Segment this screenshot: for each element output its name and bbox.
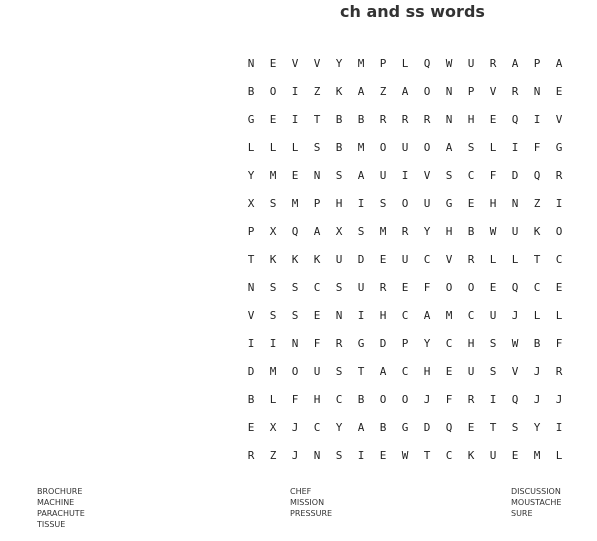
- word-list-item: MISSION: [290, 498, 325, 507]
- grid-letter: F: [423, 280, 431, 294]
- grid-letter: U: [423, 196, 431, 210]
- grid-letter: E: [379, 448, 387, 462]
- grid-letter: A: [379, 364, 387, 378]
- grid-row: [240, 105, 570, 133]
- grid-row: [240, 245, 570, 273]
- grid-letter: E: [247, 420, 255, 434]
- grid-letter: I: [291, 112, 299, 126]
- word-list-item: TISSUE: [37, 520, 66, 529]
- grid-letter: Q: [511, 280, 519, 294]
- grid-letter: S: [313, 140, 321, 154]
- grid-letter: J: [533, 364, 541, 378]
- grid-letter: L: [555, 308, 563, 322]
- grid-letter: I: [511, 140, 519, 154]
- grid-letter: V: [247, 308, 255, 322]
- grid-letter: S: [489, 336, 497, 350]
- grid-letter: H: [313, 392, 321, 406]
- grid-letter: B: [247, 392, 255, 406]
- word-list-item: DISCUSSION: [511, 487, 561, 496]
- grid-letter: Q: [511, 392, 519, 406]
- grid-letter: K: [467, 448, 475, 462]
- word-list-column-3: [511, 486, 561, 519]
- grid-letter: A: [445, 140, 453, 154]
- grid-letter: M: [379, 224, 387, 238]
- grid-letter: U: [313, 364, 321, 378]
- grid-row: [240, 217, 570, 245]
- grid-row: [240, 301, 570, 329]
- grid-letter: K: [291, 252, 299, 266]
- grid-letter: T: [423, 448, 431, 462]
- grid-letter: C: [445, 336, 453, 350]
- grid-letter: U: [401, 252, 409, 266]
- grid-row: [240, 133, 570, 161]
- grid-letter: B: [247, 84, 255, 98]
- grid-letter: H: [335, 196, 343, 210]
- grid-letter: R: [379, 280, 387, 294]
- grid-letter: N: [313, 168, 321, 182]
- grid-letter: L: [489, 252, 497, 266]
- grid-letter: X: [247, 196, 255, 210]
- grid-letter: H: [379, 308, 387, 322]
- grid-letter: I: [357, 308, 365, 322]
- grid-letter: B: [533, 336, 541, 350]
- grid-letter: R: [423, 112, 431, 126]
- grid-letter: B: [335, 112, 343, 126]
- grid-letter: Q: [423, 56, 431, 70]
- grid-letter: M: [357, 56, 365, 70]
- grid-letter: N: [291, 336, 299, 350]
- grid-letter: J: [291, 420, 299, 434]
- grid-letter: S: [335, 448, 343, 462]
- grid-letter: K: [533, 224, 541, 238]
- grid-letter: V: [291, 56, 299, 70]
- grid-letter: Z: [533, 196, 541, 210]
- grid-letter: S: [511, 420, 519, 434]
- grid-letter: E: [555, 280, 563, 294]
- grid-letter: Y: [423, 224, 431, 238]
- grid-letter: T: [533, 252, 541, 266]
- grid-letter: O: [401, 196, 409, 210]
- grid-letter: S: [489, 364, 497, 378]
- grid-letter: O: [269, 84, 277, 98]
- grid-letter: M: [291, 196, 299, 210]
- grid-row: [240, 273, 570, 301]
- grid-letter: Q: [533, 168, 541, 182]
- grid-letter: F: [489, 168, 497, 182]
- grid-letter: N: [533, 84, 541, 98]
- grid-letter: T: [313, 112, 321, 126]
- grid-letter: R: [335, 336, 343, 350]
- grid-letter: U: [467, 56, 475, 70]
- grid-letter: D: [423, 420, 431, 434]
- grid-letter: B: [467, 224, 475, 238]
- word-list-item: BROCHURE: [37, 487, 83, 496]
- grid-letter: S: [335, 280, 343, 294]
- grid-letter: H: [467, 112, 475, 126]
- grid-letter: I: [555, 196, 563, 210]
- grid-letter: I: [489, 392, 497, 406]
- word-list-item: SURE: [511, 509, 533, 518]
- grid-letter: R: [467, 392, 475, 406]
- grid-letter: R: [555, 364, 563, 378]
- grid-letter: Y: [335, 420, 343, 434]
- grid-letter: A: [555, 56, 563, 70]
- grid-letter: S: [269, 308, 277, 322]
- grid-letter: K: [335, 84, 343, 98]
- grid-letter: A: [511, 56, 519, 70]
- grid-letter: N: [445, 84, 453, 98]
- word-search-grid: [240, 49, 570, 469]
- grid-letter: E: [445, 364, 453, 378]
- word-list-column-2: [290, 486, 332, 519]
- grid-letter: S: [467, 140, 475, 154]
- grid-letter: G: [357, 336, 365, 350]
- grid-letter: A: [423, 308, 431, 322]
- grid-letter: S: [445, 168, 453, 182]
- grid-letter: E: [269, 56, 277, 70]
- grid-letter: I: [533, 112, 541, 126]
- grid-letter: R: [401, 224, 409, 238]
- grid-row: [240, 77, 570, 105]
- grid-letter: O: [379, 392, 387, 406]
- grid-letter: W: [445, 56, 453, 70]
- grid-letter: V: [511, 364, 519, 378]
- grid-letter: X: [335, 224, 343, 238]
- grid-letter: B: [379, 420, 387, 434]
- grid-letter: P: [379, 56, 387, 70]
- grid-letter: F: [533, 140, 541, 154]
- grid-letter: I: [247, 336, 255, 350]
- grid-letter: Q: [445, 420, 453, 434]
- grid-letter: C: [423, 252, 431, 266]
- grid-letter: H: [467, 336, 475, 350]
- grid-letter: E: [511, 448, 519, 462]
- grid-letter: C: [533, 280, 541, 294]
- grid-letter: S: [291, 308, 299, 322]
- grid-letter: U: [401, 140, 409, 154]
- grid-letter: P: [467, 84, 475, 98]
- grid-letter: L: [269, 392, 277, 406]
- grid-letter: D: [357, 252, 365, 266]
- grid-letter: R: [401, 112, 409, 126]
- grid-letter: L: [511, 252, 519, 266]
- grid-letter: J: [555, 392, 563, 406]
- grid-letter: S: [335, 364, 343, 378]
- grid-letter: L: [291, 140, 299, 154]
- grid-letter: L: [489, 140, 497, 154]
- grid-letter: A: [357, 420, 365, 434]
- grid-letter: R: [467, 252, 475, 266]
- grid-letter: N: [313, 448, 321, 462]
- grid-letter: S: [269, 280, 277, 294]
- grid-letter: S: [335, 168, 343, 182]
- grid-letter: B: [357, 392, 365, 406]
- grid-letter: C: [401, 364, 409, 378]
- grid-letter: T: [247, 252, 255, 266]
- grid-letter: A: [357, 84, 365, 98]
- grid-letter: Q: [291, 224, 299, 238]
- grid-letter: I: [357, 448, 365, 462]
- grid-letter: Z: [313, 84, 321, 98]
- grid-letter: H: [445, 224, 453, 238]
- grid-letter: N: [247, 280, 255, 294]
- grid-letter: C: [401, 308, 409, 322]
- grid-letter: E: [555, 84, 563, 98]
- grid-letter: J: [291, 448, 299, 462]
- grid-letter: M: [445, 308, 453, 322]
- grid-letter: W: [401, 448, 409, 462]
- grid-letter: I: [269, 336, 277, 350]
- grid-letter: C: [313, 280, 321, 294]
- grid-letter: O: [423, 140, 431, 154]
- grid-letter: R: [511, 84, 519, 98]
- grid-letter: J: [533, 392, 541, 406]
- word-list-item: PRESSURE: [290, 509, 333, 518]
- grid-letter: P: [401, 336, 409, 350]
- grid-letter: W: [489, 224, 497, 238]
- grid-letter: E: [313, 308, 321, 322]
- grid-letter: U: [467, 364, 475, 378]
- grid-letter: S: [269, 196, 277, 210]
- grid-row: [240, 49, 570, 77]
- grid-row: [240, 357, 570, 385]
- grid-letter: V: [423, 168, 431, 182]
- grid-letter: I: [357, 196, 365, 210]
- grid-letter: A: [401, 84, 409, 98]
- grid-letter: O: [467, 280, 475, 294]
- grid-row: [240, 441, 570, 469]
- grid-letter: U: [379, 168, 387, 182]
- grid-letter: S: [379, 196, 387, 210]
- grid-letter: G: [445, 196, 453, 210]
- word-list-column-1: [37, 486, 85, 530]
- grid-row: [240, 385, 570, 413]
- grid-letter: Z: [379, 84, 387, 98]
- grid-letter: O: [379, 140, 387, 154]
- grid-letter: F: [555, 336, 563, 350]
- grid-letter: M: [357, 140, 365, 154]
- grid-letter: G: [247, 112, 255, 126]
- grid-letter: M: [269, 364, 277, 378]
- grid-letter: Z: [269, 448, 277, 462]
- grid-letter: G: [401, 420, 409, 434]
- grid-letter: L: [533, 308, 541, 322]
- grid-letter: F: [313, 336, 321, 350]
- grid-letter: Y: [423, 336, 431, 350]
- grid-letter: O: [555, 224, 563, 238]
- grid-letter: E: [269, 112, 277, 126]
- grid-letter: Y: [533, 420, 541, 434]
- grid-letter: F: [445, 392, 453, 406]
- grid-letter: C: [313, 420, 321, 434]
- page-title: ch and ss words: [340, 2, 485, 21]
- grid-row: [240, 413, 570, 441]
- grid-letter: D: [247, 364, 255, 378]
- grid-letter: U: [489, 308, 497, 322]
- grid-letter: U: [357, 280, 365, 294]
- grid-letter: O: [291, 364, 299, 378]
- grid-letter: O: [445, 280, 453, 294]
- word-list-item: CHEF: [290, 487, 312, 496]
- grid-letter: A: [357, 168, 365, 182]
- grid-letter: H: [489, 196, 497, 210]
- word-list-item: MOUSTACHE: [511, 498, 562, 507]
- grid-letter: Y: [247, 168, 255, 182]
- grid-letter: W: [511, 336, 519, 350]
- grid-letter: J: [511, 308, 519, 322]
- grid-letter: F: [291, 392, 299, 406]
- grid-letter: Y: [335, 56, 343, 70]
- grid-letter: V: [445, 252, 453, 266]
- grid-letter: I: [291, 84, 299, 98]
- grid-letter: U: [335, 252, 343, 266]
- grid-letter: U: [489, 448, 497, 462]
- grid-letter: C: [445, 448, 453, 462]
- grid-letter: J: [423, 392, 431, 406]
- grid-row: [240, 161, 570, 189]
- grid-letter: P: [533, 56, 541, 70]
- grid-letter: R: [489, 56, 497, 70]
- grid-letter: I: [555, 420, 563, 434]
- grid-letter: E: [489, 280, 497, 294]
- grid-letter: O: [423, 84, 431, 98]
- grid-letter: L: [555, 448, 563, 462]
- grid-letter: C: [467, 168, 475, 182]
- grid-letter: P: [313, 196, 321, 210]
- grid-letter: L: [247, 140, 255, 154]
- grid-letter: Q: [511, 112, 519, 126]
- grid-letter: I: [401, 168, 409, 182]
- grid-letter: X: [269, 420, 277, 434]
- grid-letter: U: [511, 224, 519, 238]
- grid-letter: T: [489, 420, 497, 434]
- grid-letter: K: [269, 252, 277, 266]
- grid-letter: N: [247, 56, 255, 70]
- word-list-item: PARACHUTE: [37, 509, 85, 518]
- grid-letter: M: [533, 448, 541, 462]
- grid-letter: S: [357, 224, 365, 238]
- grid-row: [240, 189, 570, 217]
- grid-letter: R: [379, 112, 387, 126]
- grid-letter: R: [247, 448, 255, 462]
- grid-letter: E: [489, 112, 497, 126]
- grid-letter: L: [269, 140, 277, 154]
- grid-letter: D: [379, 336, 387, 350]
- grid-row: [240, 329, 570, 357]
- grid-letter: H: [423, 364, 431, 378]
- grid-letter: A: [313, 224, 321, 238]
- grid-letter: M: [269, 168, 277, 182]
- grid-letter: K: [313, 252, 321, 266]
- grid-letter: C: [335, 392, 343, 406]
- grid-letter: C: [467, 308, 475, 322]
- grid-letter: T: [357, 364, 365, 378]
- grid-letter: N: [511, 196, 519, 210]
- grid-letter: E: [401, 280, 409, 294]
- grid-letter: C: [555, 252, 563, 266]
- grid-letter: V: [489, 84, 497, 98]
- grid-letter: N: [445, 112, 453, 126]
- grid-letter: P: [247, 224, 255, 238]
- grid-letter: E: [467, 196, 475, 210]
- grid-letter: D: [511, 168, 519, 182]
- grid-letter: V: [313, 56, 321, 70]
- grid-letter: G: [555, 140, 563, 154]
- grid-letter: V: [555, 112, 563, 126]
- word-list-item: MACHINE: [37, 498, 75, 507]
- grid-letter: E: [379, 252, 387, 266]
- grid-letter: O: [401, 392, 409, 406]
- grid-letter: S: [291, 280, 299, 294]
- grid-letter: B: [335, 140, 343, 154]
- grid-letter: B: [357, 112, 365, 126]
- grid-letter: N: [335, 308, 343, 322]
- grid-letter: L: [401, 56, 409, 70]
- grid-letter: R: [555, 168, 563, 182]
- grid-letter: X: [269, 224, 277, 238]
- grid-letter: E: [291, 168, 299, 182]
- grid-letter: E: [467, 420, 475, 434]
